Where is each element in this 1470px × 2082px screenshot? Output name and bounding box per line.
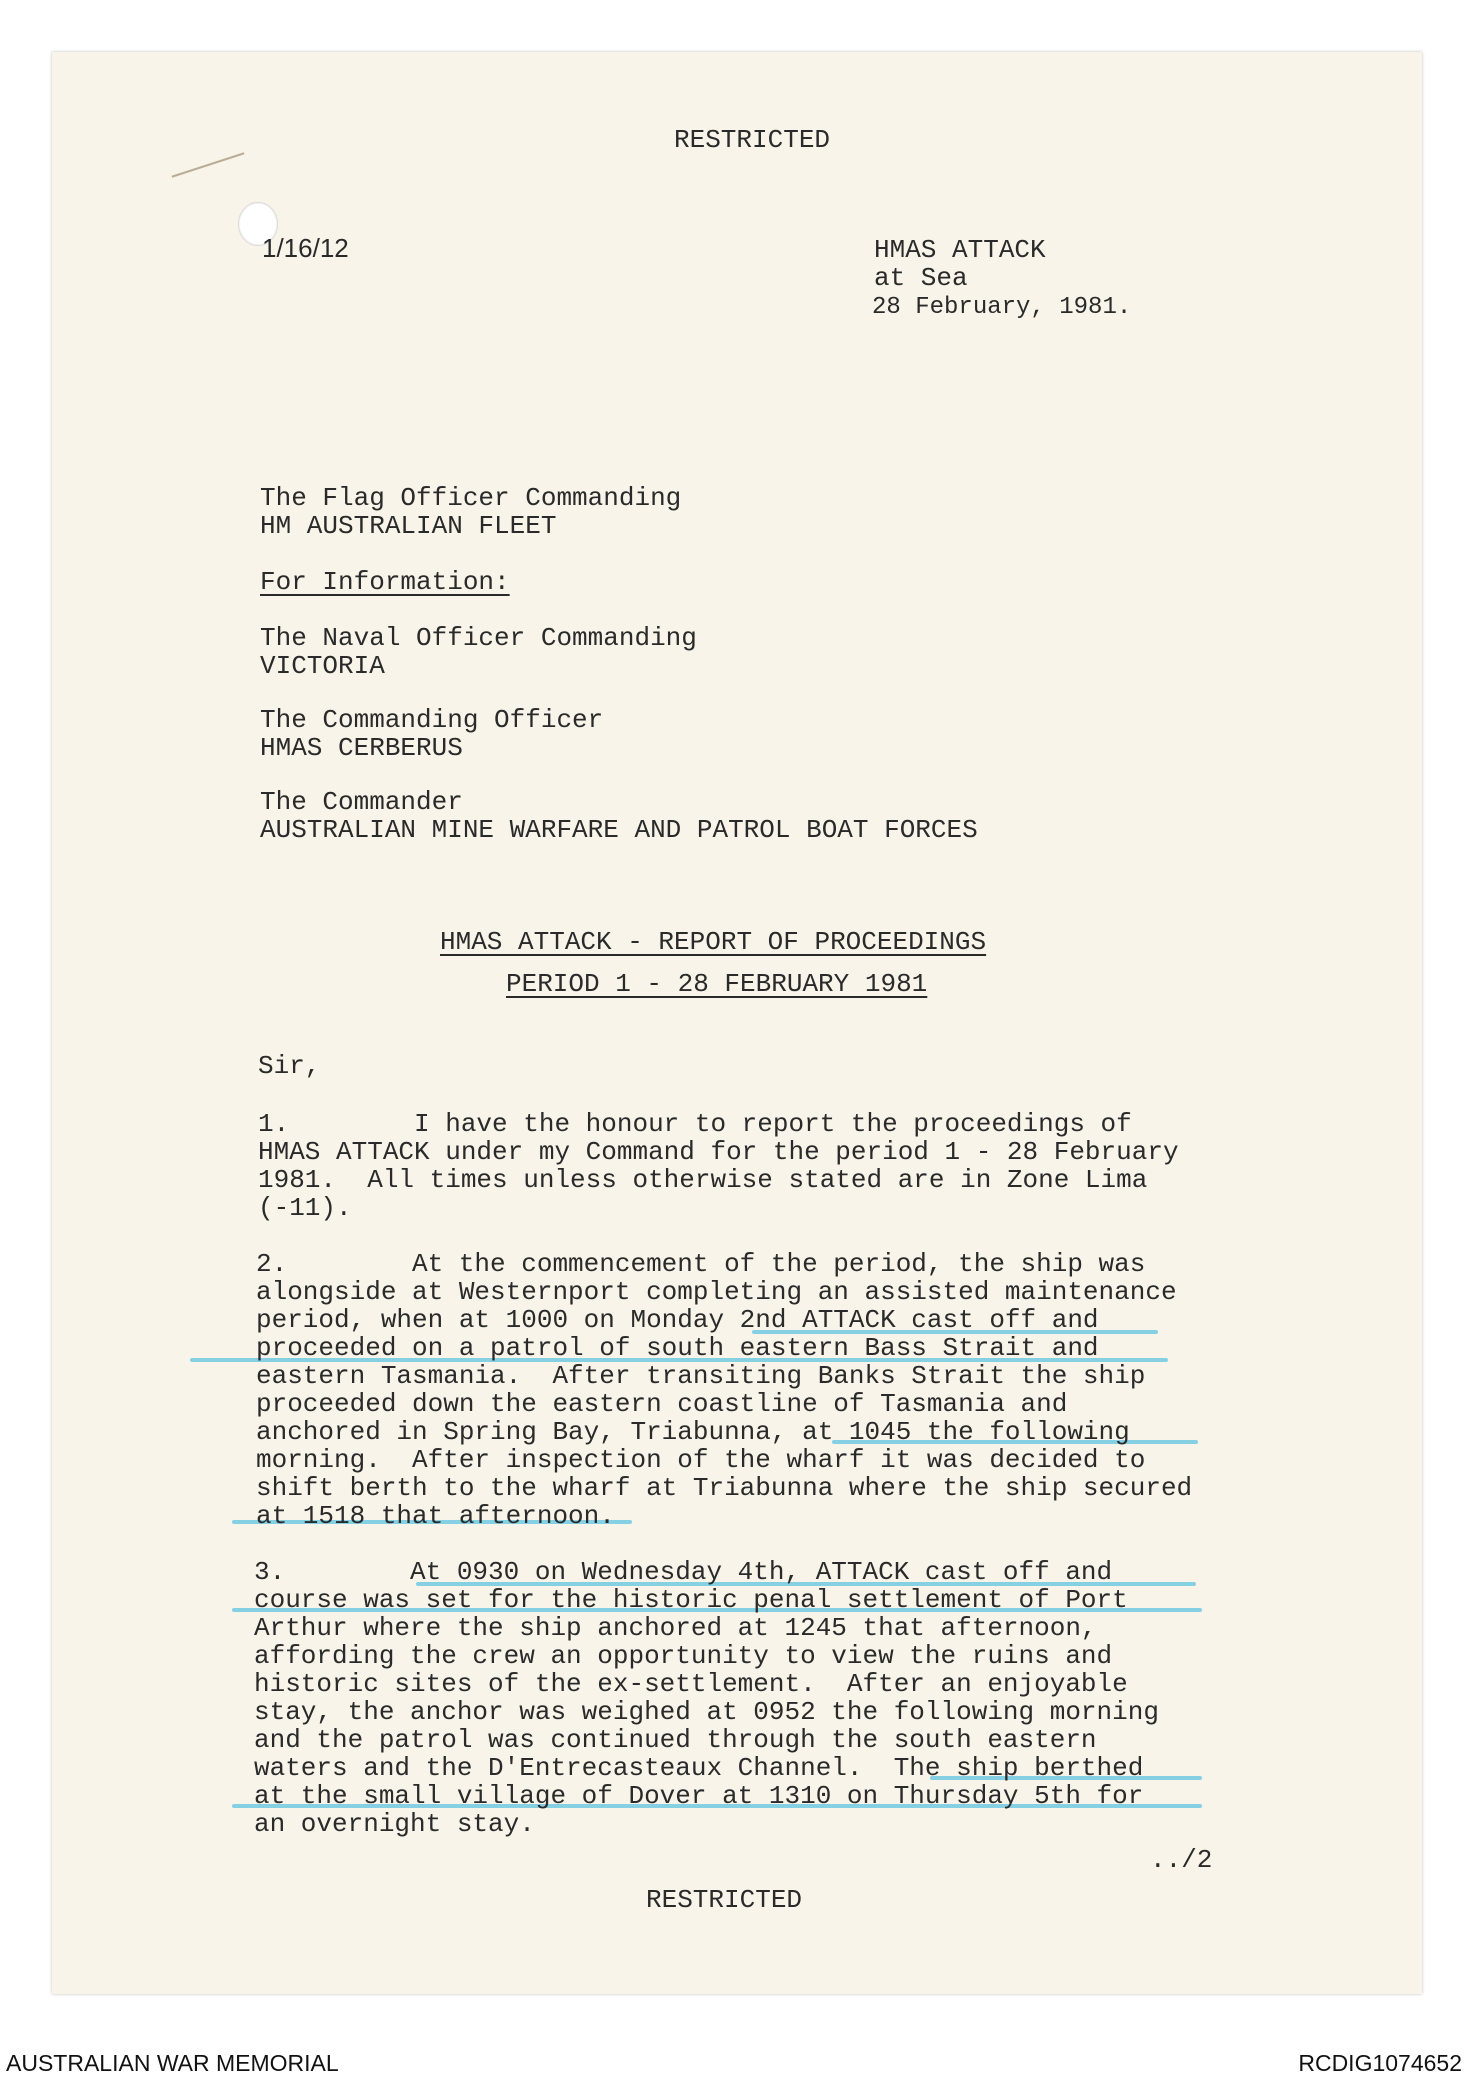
paragraph-2-line: morning. After inspection of the wharf it was decided to — [256, 1445, 1146, 1475]
paragraph-3-line: waters and the D'Entrecasteaux Channel. The ship berthed — [254, 1753, 1144, 1783]
classification-footer: RESTRICTED — [646, 1885, 803, 1915]
addressee-info-3-title: The Commander — [260, 787, 463, 817]
addressee-info-1-title: The Naval Officer Commanding — [260, 623, 697, 653]
paragraph-2-line: shift berth to the wharf at Triabunna where the ship secured — [256, 1473, 1193, 1503]
addressee-primary-title: The Flag Officer Commanding — [260, 483, 682, 513]
paragraph-3-line: stay, the anchor was weighed at 0952 the following morning — [254, 1697, 1159, 1727]
paragraph-3-line: an overnight stay. — [254, 1809, 535, 1839]
paragraph-2-line: 2. At the commencement of the period, the ship was — [256, 1249, 1146, 1279]
salutation: Sir, — [258, 1051, 321, 1081]
paragraph-3-line: at the small village of Dover at 1310 on Thursday 5th for — [254, 1781, 1144, 1811]
addressee-info-2-unit: HMAS CERBERUS — [260, 733, 463, 763]
paragraph-1-line: (-11). — [258, 1193, 352, 1223]
archive-record-id: RCDIG1074652 — [1298, 2050, 1462, 2076]
paragraph-3-line: 3. At 0930 on Wednesday 4th, ATTACK cast off and — [254, 1557, 1113, 1587]
paragraph-3-line: and the patrol was continued through the south eastern — [254, 1725, 1097, 1755]
paragraph-3-line: Arthur where the ship anchored at 1245 that afternoon, — [254, 1613, 1097, 1643]
paragraph-2-line: anchored in Spring Bay, Triabunna, at 1045 the following — [256, 1417, 1130, 1447]
file-reference: 1/16/12 — [262, 233, 349, 263]
paragraph-2-line: proceeded on a patrol of south eastern Bass Strait and — [256, 1333, 1099, 1363]
paragraph-1-line: 1. I have the honour to report the proceedings of — [258, 1109, 1132, 1139]
paragraph-2-line: alongside at Westernport completing an assisted maintenance — [256, 1277, 1177, 1307]
paragraph-2-line: at 1518 that afternoon. — [256, 1501, 615, 1531]
report-title: HMAS ATTACK - REPORT OF PROCEEDINGS — [440, 927, 987, 957]
page-continuation-marker: ../2 — [1150, 1845, 1213, 1875]
paragraph-1-line: HMAS ATTACK under my Command for the period 1 - 28 February — [258, 1137, 1179, 1167]
addressee-info-3-unit: AUSTRALIAN MINE WARFARE AND PATROL BOAT FORCES — [260, 815, 978, 845]
paragraph-3-line: course was set for the historic penal settlement of Port — [254, 1585, 1128, 1615]
paragraph-2-line: period, when at 1000 on Monday 2nd ATTACK cast off and — [256, 1305, 1099, 1335]
sender-line-date: 28 February, 1981. — [872, 294, 1132, 321]
pencil-mark — [172, 152, 245, 177]
classification-header: RESTRICTED — [674, 125, 831, 155]
paragraph-1-line: 1981. All times unless otherwise stated are in Zone Lima — [258, 1165, 1148, 1195]
report-period: PERIOD 1 - 28 FEBRUARY 1981 — [506, 969, 928, 999]
paragraph-2-line: eastern Tasmania. After transiting Banks Strait the ship — [256, 1361, 1146, 1391]
paragraph-2-line: proceeded down the eastern coastline of Tasmania and — [256, 1389, 1068, 1419]
sender-line-location: at Sea — [874, 263, 968, 293]
addressee-primary-unit: HM AUSTRALIAN FLEET — [260, 511, 557, 541]
for-information-label: For Information: — [260, 567, 510, 597]
addressee-info-1-unit: VICTORIA — [260, 651, 385, 681]
addressee-info-2-title: The Commanding Officer — [260, 705, 604, 735]
paragraph-3-line: affording the crew an opportunity to view the ruins and — [254, 1641, 1113, 1671]
sender-line-ship: HMAS ATTACK — [874, 235, 1046, 265]
archive-source-label: AUSTRALIAN WAR MEMORIAL — [6, 2050, 339, 2076]
paragraph-3-line: historic sites of the ex-settlement. After an enjoyable — [254, 1669, 1128, 1699]
